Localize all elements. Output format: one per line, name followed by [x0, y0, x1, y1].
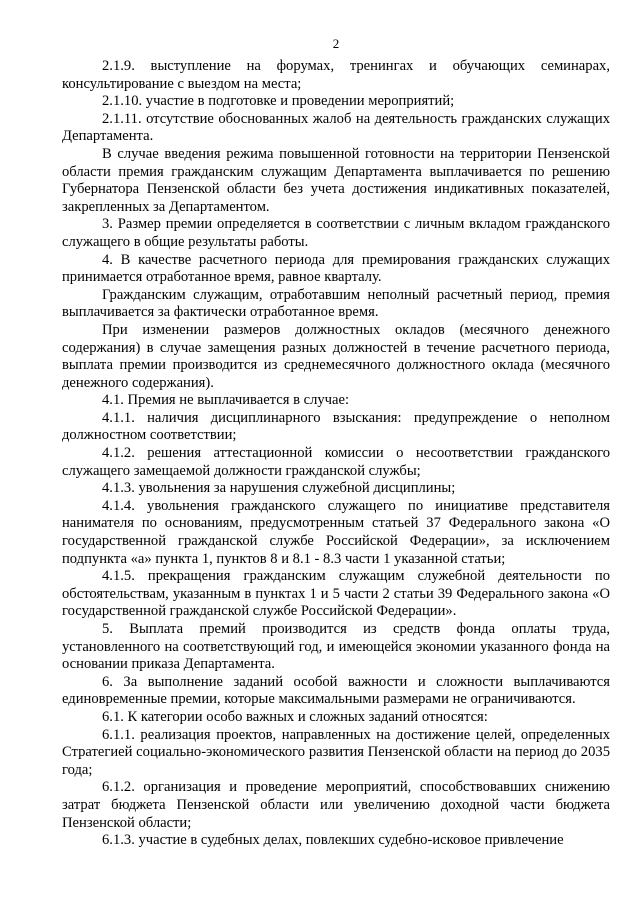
paragraph: 3. Размер премии определяется в соответствии с личным вкладом гражданского служащего в общие результаты работы.	[62, 216, 610, 250]
paragraph: 6.1.1. реализация проектов, направленных на достижение целей, определенных Стратегией социально-экономического развития Пензенской области на период до 2035 года;	[62, 726, 610, 778]
paragraph: 6.1. К категории особо важных и сложных заданий относятся:	[102, 708, 488, 725]
paragraph: Гражданским служащим, отработавшим неполный расчетный период, премия выплачивается за фактически отработанное время.	[62, 286, 610, 321]
paragraph: При изменении размеров должностных окладов (месячного денежного содержания) в случае замещения разных должностей в течение расчетного периода, выплата премии производится из среднемесячного должностного оклада (месячного денежного содержания).	[62, 321, 610, 391]
paragraph: 4.1.5. прекращения гражданским служащим служебной деятельности по обстоятельствам, указанным в пунктах 1 и 5 части 2 статьи 39 Федерального закона «О государственной гражданской службе Российской Федерации».	[62, 568, 610, 620]
paragraph: В случае введения режима повышенной готовности на территории Пензенской области премия гражданским служащим Департамента выплачивается по решению Губернатора Пензенской области без учета достижения индикативных показателей, закрепленных за Департаментом.	[62, 145, 610, 215]
paragraph: 4.1. Премия не выплачивается в случае:	[102, 392, 350, 409]
document-body	[62, 58, 610, 850]
page-number: 2	[332, 36, 340, 51]
paragraph: 4.1.1. наличия дисциплинарного взыскания: предупреждение о неполном должностном соответствии;	[62, 409, 610, 444]
paragraph: 2.1.10. участие в подготовке и проведении мероприятий;	[102, 93, 455, 110]
paragraph: 6.1.2. организация и проведение мероприятий, способствовавших снижению затрат бюджета Пензенской области или увеличению доходной части бюджета Пензенской области;	[62, 779, 610, 831]
paragraph: 5. Выплата премий производится из средств фонда оплаты труда, установленного на соответствующий год, и имеющейся экономии указанного фонда на основании приказа Департамента.	[62, 621, 610, 673]
document-page	[62, 36, 610, 850]
paragraph: 2.1.11. отсутствие обоснованных жалоб на деятельность гражданских служащих Департамента.	[62, 110, 610, 145]
paragraph: 4.1.2. решения аттестационной комиссии о несоответствии гражданского служащего замещаемой должности гражданской службы;	[62, 445, 610, 479]
paragraph: 4.1.3. увольнения за нарушения служебной дисциплины;	[102, 480, 456, 497]
paragraph: 4. В качестве расчетного периода для премирования гражданских служащих принимается отработанное время, равное кварталу.	[62, 251, 610, 286]
paragraph: 4.1.4. увольнения гражданского служащего по инициативе представителя нанимателя по основаниям, предусмотренным статьей 37 Федерального закона «О государственной гражданской службе Российской Федерации», за исключением подпункта «а» пункта 1, пунктов 8 и 8.1 - 8.3 части 1 указанной статьи;	[62, 497, 610, 567]
paragraph: 6. За выполнение заданий особой важности и сложности выплачиваются единовременные премии, которые максимальными размерами не ограничиваются.	[62, 673, 610, 708]
paragraph: 6.1.3. участие в судебных делах, повлекших судебно-исковое привлечение	[102, 832, 564, 849]
paragraph: 2.1.9. выступление на форумах, тренингах и обучающих семинарах, консультирование с выездом на места;	[62, 58, 610, 92]
